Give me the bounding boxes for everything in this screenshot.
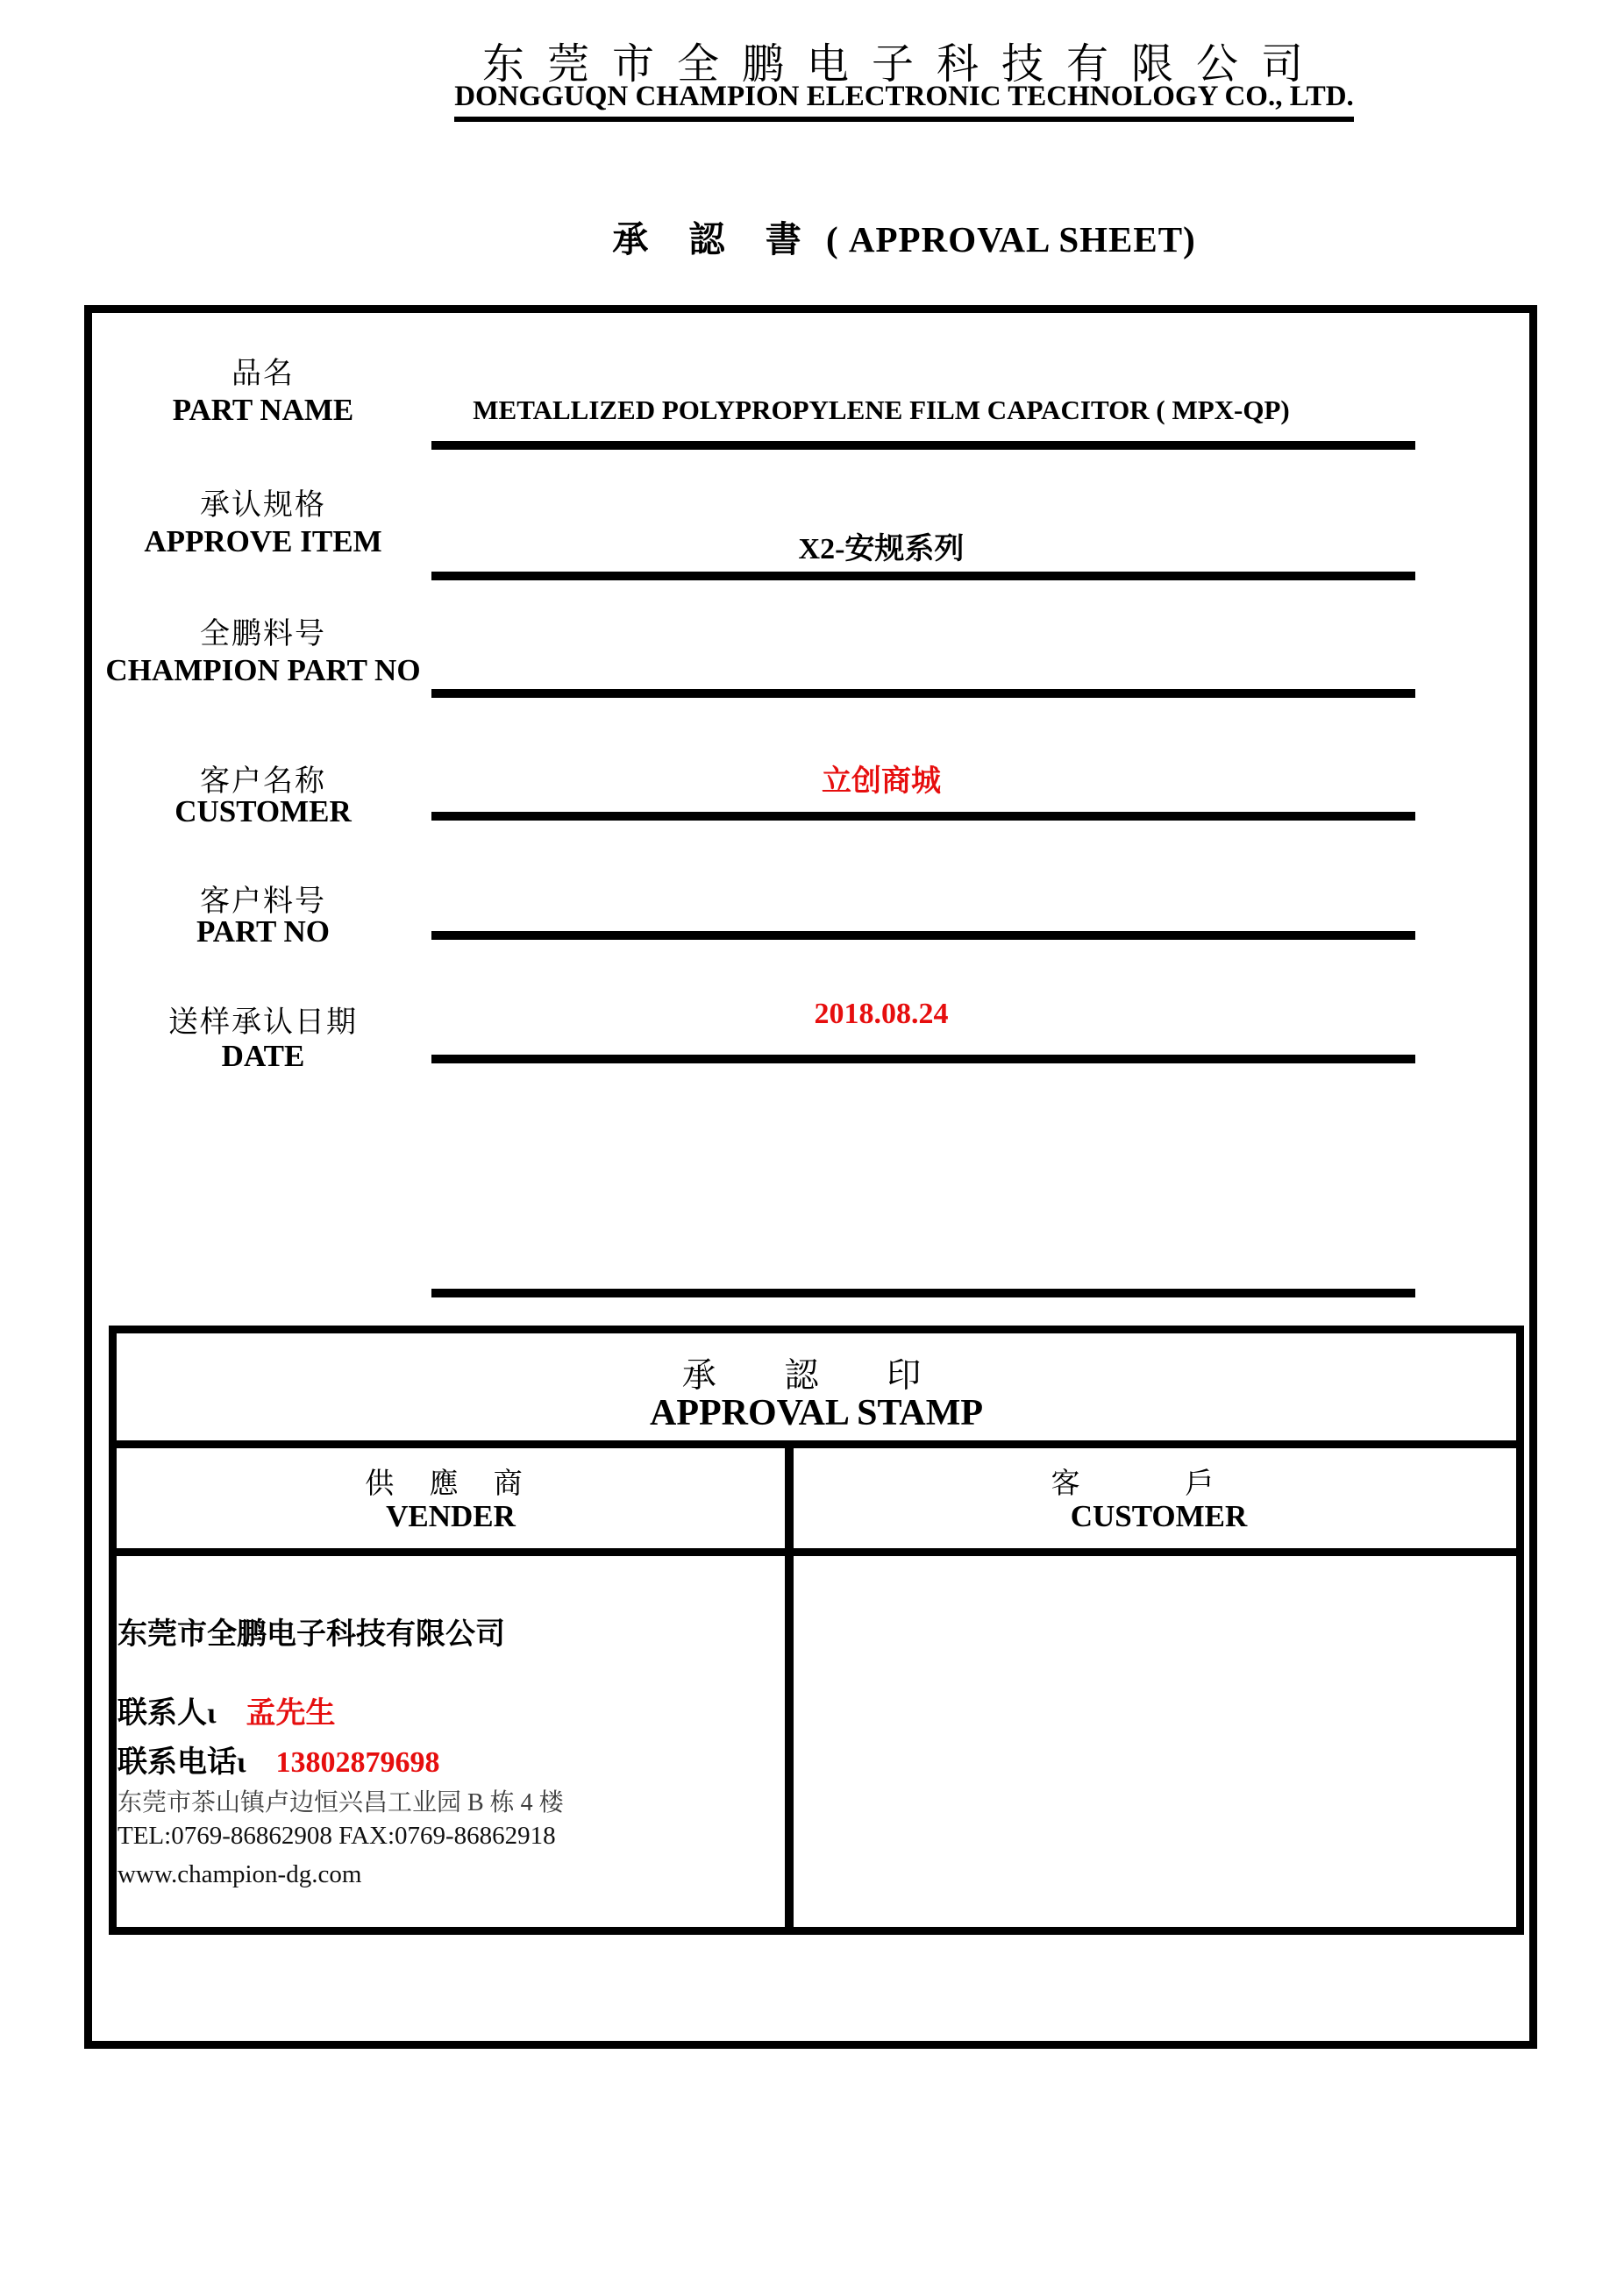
approve-item-label-en: APPROVE ITEM — [144, 524, 382, 558]
part-no-label-en: PART NO — [196, 914, 331, 949]
company-name-en — [184, 81, 1624, 122]
part-name-value: METALLIZED POLYPROPYLENE FILM CAPACITOR ( MPX-QP) — [473, 395, 1290, 425]
vendor-tel-fax: TEL:0769-86862908 FAX:0769-86862918 — [118, 1822, 556, 1850]
customer-col-label-cn: 客戶 — [1051, 1468, 1320, 1500]
company-name-cn: 东莞市全鹏电子科技有限公司 — [481, 41, 1326, 88]
field-underline — [431, 572, 1415, 580]
customer-stamp-area — [794, 1557, 1516, 1927]
customer-col-label-en: CUSTOMER — [1070, 1499, 1248, 1533]
approve-item-label-cn: 承认规格 — [200, 489, 326, 522]
stamp-divider-top — [109, 1440, 1524, 1448]
customer-label-en: CUSTOMER — [175, 794, 352, 828]
stamp-divider-bottom — [109, 1548, 1524, 1556]
vendor-website: www.champion-dg.com — [118, 1860, 362, 1888]
part-no-label-cn: 客户料号 — [200, 885, 326, 918]
contact-label: 联系人ι — [118, 1697, 217, 1730]
phone-value: 13802879698 — [275, 1746, 440, 1779]
vender-col-label-en: VENDER — [386, 1499, 516, 1533]
approval-stamp-title-cn: 承 認 印 — [681, 1357, 951, 1395]
sheet-title-cn: 承 認 書 — [612, 219, 817, 259]
vender-col-label-cn: 供 應 商 — [365, 1468, 537, 1500]
stamp-column-divider — [785, 1440, 794, 1935]
champion-part-no-label-cn: 全鹏料号 — [200, 618, 326, 650]
date-value: 2018.08.24 — [814, 998, 949, 1030]
vendor-contact-line — [118, 1688, 336, 1731]
customer-value: 立创商城 — [822, 765, 941, 798]
vendor-address: 东莞市茶山镇卢边恒兴昌工业园 B 栋 4 楼 — [118, 1789, 564, 1816]
part-name-label-cn: 品名 — [231, 358, 295, 390]
blank-underline — [431, 1289, 1415, 1297]
customer-label-cn: 客户名称 — [200, 765, 326, 798]
champion-part-no-label-en: CHAMPION PART NO — [105, 653, 421, 687]
date-label-en: DATE — [221, 1039, 305, 1073]
field-underline — [431, 689, 1415, 698]
part-name-label-en: PART NAME — [172, 393, 354, 427]
field-underline — [431, 441, 1415, 450]
field-underline — [431, 812, 1415, 821]
field-underline — [431, 1055, 1415, 1063]
vendor-company-name: 东莞市全鹏电子科技有限公司 — [118, 1618, 505, 1651]
sheet-title — [184, 210, 1624, 262]
vendor-phone-line — [118, 1738, 440, 1781]
sheet-title-en: ( APPROVAL SHEET) — [825, 219, 1196, 259]
contact-value: 孟先生 — [246, 1697, 336, 1730]
date-label-cn: 送样承认日期 — [168, 1006, 358, 1039]
field-underline — [431, 931, 1415, 940]
approval-stamp-title-en: APPROVAL STAMP — [650, 1393, 983, 1433]
phone-label: 联系电话ι — [118, 1746, 246, 1779]
approve-item-value: X2-安规系列 — [798, 533, 965, 565]
company-name-en-text: DONGGUQN CHAMPION ELECTRONIC TECHNOLOGY CO., LTD. — [454, 81, 1354, 122]
